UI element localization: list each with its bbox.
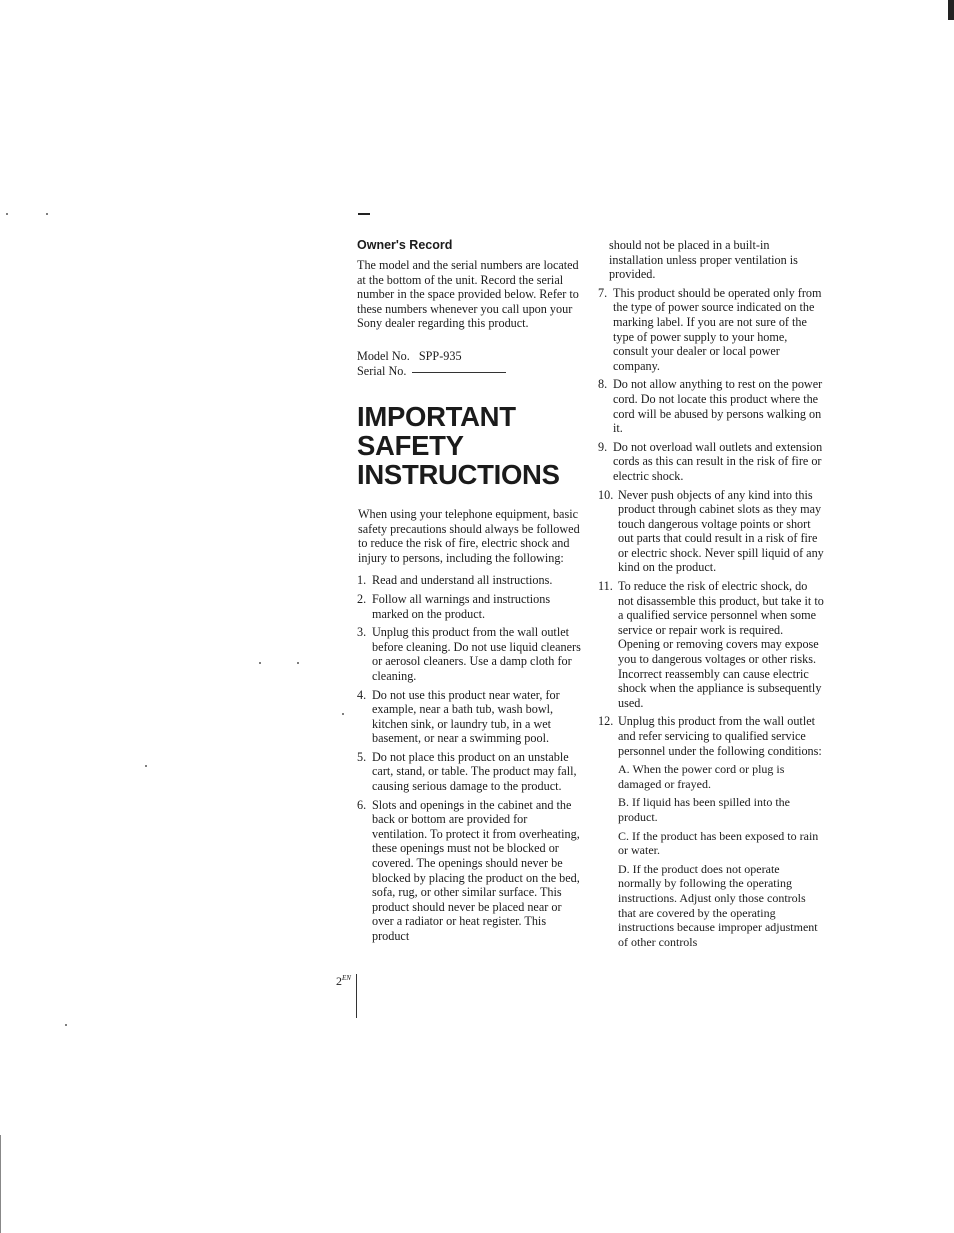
list-item: 10. Never push objects of any kind into this product through cabinet slots as they may touch dangerous voltage points or short out parts that could result in a risk of fire or electric shock. Never spill liquid of any kind on the product.: [598, 487, 824, 575]
sub-item: B. If liquid has been spilled into the product.: [618, 795, 790, 824]
list-item: 9. Do not overload wall outlets and extension cords as this can result in the risk of fire or electric shock.: [598, 439, 823, 483]
list-item: 6. Slots and openings in the cabinet and the back or bottom are provided for ventilation. To protect it from overheating, these openings must not be blocked or covered. The openings should never be blocked by placing the product on the bed, sofa, rug, or other similar surface. This product should never be placed near or over a radiator or heat register. This product: [357, 797, 580, 943]
sub-item: D. If the product does not operate normally by following the operating instructions. Adjust only those controls that are covered by the operating instructions because improper adjustment of other controls: [618, 861, 818, 949]
left-column: [357, 238, 583, 948]
registration-mark: [358, 213, 370, 215]
model-value: SPP-935: [418, 348, 462, 363]
scan-speck: [342, 713, 344, 715]
safety-title-line-2: SAFETY: [357, 429, 464, 461]
right-column: [598, 238, 824, 953]
list-item: 4. Do not use this product near water, for example, near a bath tub, wash bowl, kitchen sink, or laundry tub, in a wet basement, or near a swimming pool.: [357, 687, 560, 746]
list-item: 12. Unplug this product from the wall outlet and refer servicing to qualified service personnel under the following conditions:: [598, 714, 822, 758]
page-number: [336, 974, 351, 989]
sub-item: C. If the product has been exposed to rain or water.: [618, 828, 819, 858]
scan-speck: [46, 213, 48, 215]
serial-blank-line: [412, 371, 506, 373]
list-item: 5. Do not place this product on an unstable cart, stand, or table. The product may fall, causing serious damage to the product.: [357, 749, 577, 794]
scan-speck: [297, 662, 299, 664]
scan-edge-mark: [948, 0, 954, 20]
list-item: 8. Do not allow anything to rest on the power cord. Do not locate this product where the cord will be abused by persons walking on it.: [598, 377, 823, 436]
scan-speck: [259, 662, 261, 664]
scan-speck: [6, 213, 8, 215]
sub-item: A. When the power cord or plug is damaged or frayed.: [618, 762, 785, 791]
list-item: 1. Read and understand all instructions.: [357, 573, 553, 588]
serial-number-row: [357, 364, 583, 379]
scan-speck: [65, 1024, 67, 1026]
list-item: 3. Unplug this product from the wall outlet before cleaning. Do not use liquid cleaners or aerosol cleaners. Use a damp cloth for cleaning.: [357, 625, 581, 683]
page-number-rule: [356, 974, 357, 1018]
safety-list-right: [598, 286, 824, 758]
serial-label: Serial No.: [357, 363, 407, 378]
safety-title-line-3: INSTRUCTIONS: [357, 458, 560, 490]
page-number-suffix: EN: [342, 974, 351, 982]
condition-sub-list: [618, 762, 824, 949]
list-item: 11. To reduce the risk of electric shock, do not disassemble this product, but take it to a qualified service personnel when some service or repair work is required. Opening or removing covers may expose you to dangerous voltages or other risks. Incorrect reassembly can cause electric shock when the appliance is subsequently used.: [598, 579, 824, 710]
scan-speck: [145, 765, 147, 767]
safety-title: [357, 402, 583, 489]
item-6-continuation: should not be placed in a built-in installation unless proper ventilation is provided.: [609, 238, 798, 282]
owners-record-text: The model and the serial numbers are located at the bottom of the unit. Record the serial number in the space provided below. Refer to these numbers whenever you call upon your Sony dealer regarding this product.: [357, 258, 579, 331]
safety-intro: When using your telephone equipment, basic safety precautions should always be followed to reduce the risk of fire, electric shock and injury to persons, including the following:: [358, 506, 580, 565]
record-fields: [357, 349, 583, 379]
owners-record-heading: Owner's Record: [357, 238, 453, 252]
model-number-row: [357, 349, 583, 364]
scan-edge-line: [0, 1135, 1, 1233]
page-number-value: 2: [336, 974, 342, 988]
safety-title-line-1: IMPORTANT: [357, 400, 516, 432]
model-label: Model No.: [357, 348, 410, 363]
list-item: 7. This product should be operated only from the type of power source indicated on the marking label. If you are not sure of the type of power supply to your home, consult your dealer or local power company.: [598, 285, 822, 373]
safety-list-left: [357, 573, 583, 943]
list-item: 2. Follow all warnings and instructions marked on the product.: [357, 591, 551, 621]
